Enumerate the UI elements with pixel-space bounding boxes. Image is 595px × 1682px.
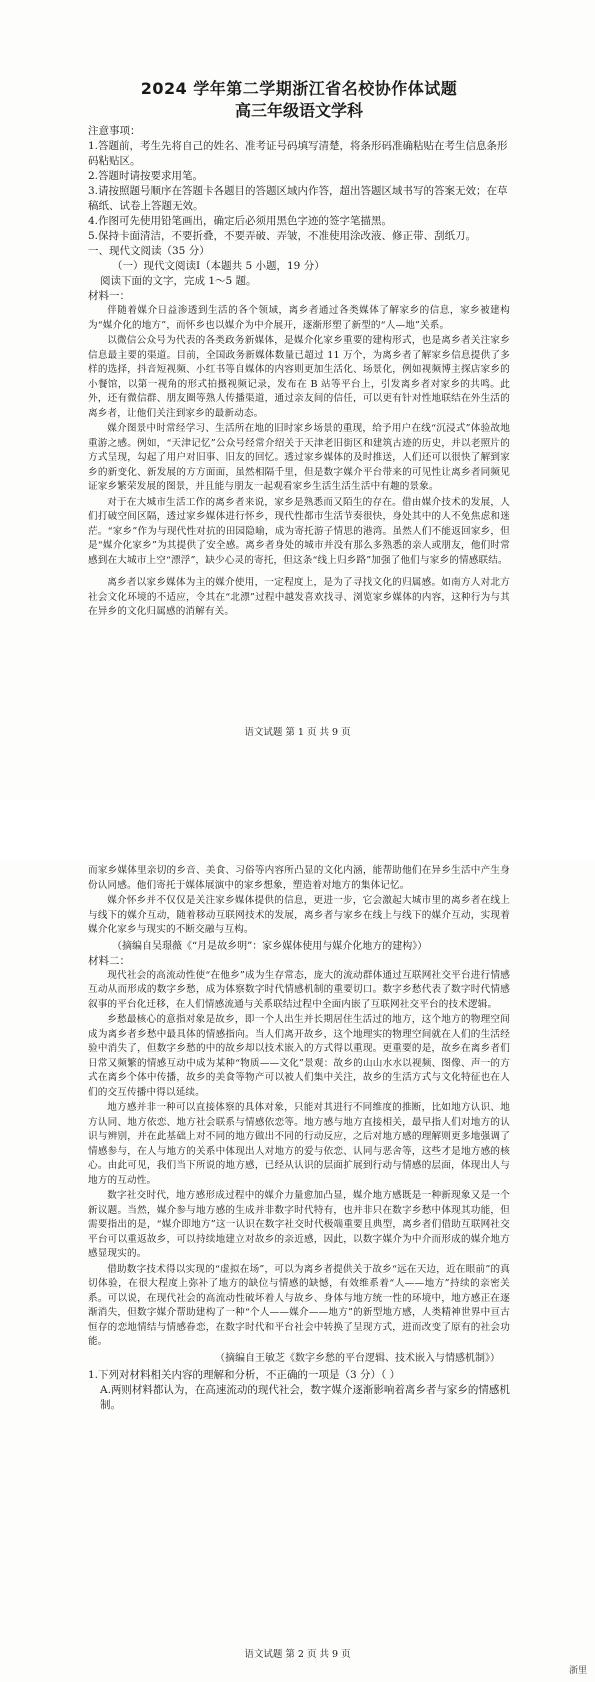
exam-page-1 <box>0 0 595 800</box>
body-paragraph: 以微信公众号为代表的各类政务新媒体，是媒介化家乡重要的建构形式，也是离乡者关注家乡信息最主要的渠道。目前，全国政务新媒体数量已超过 11 万个，为离乡者了解家乡信息提供了多样的选择，抖音短视频、小红书等自媒体的内容则更加生活化、场景化，例如视频博主探店家乡的小餐馆，以第一视角的形式拍摄视频记录，发布在 B 站等平台上，引发离乡者对家乡的共鸣。此外，还有微信群、朋友圈等熟人传播渠道，通过亲友间的信任，可以更有针对性地联结在外生活的离乡者，让他们关注到家乡的最新动态。 <box>88 335 510 419</box>
material-two-label: 材料二： <box>88 954 130 967</box>
body-paragraph: 媒介图景中时常经学习、生活所在地的旧时家乡场景的重现，给予用户在线“沉浸式”体验故地重游之感。例如，“天津记忆”公众号经常介绍关于天津老旧街区和建筑古迹的历史，并以老照片的方式呈现，勾起了用户对旧事、旧友的回忆。透过家乡媒体的及时推送，人们还可以很快了解到家乡的新变化、新发展的方方面面，虽然相隔千里，但是数字媒介平台带来的可见性让离乡者同频见证家乡繁荣发展的图景，并且能与朋友一起观看家乡生活生活生活中有趣的景象。 <box>88 423 510 492</box>
subsection-heading: （一）现代文阅读Ⅰ（本题共 5 小题，19 分） <box>112 260 325 272</box>
note-item: 2.答题时请按要求用笔。 <box>88 170 204 182</box>
exam-page-2 <box>0 860 595 1682</box>
note-item: 3.请按照题号顺序在答题卡各题目的答题区域内作答，超出答题区域书写的答案无效；在草稿纸、试卷上答题无效。 <box>88 185 508 212</box>
option-a: A.两则材料都认为，在高速流动的现代社会，数字媒介逐渐影响着离乡者与家乡的情感机制。 <box>100 1383 510 1411</box>
source-citation: （摘编自王敏芝《数字乡愁的平台逻辑、技术嵌入与情感机制》） <box>215 1352 500 1364</box>
note-item: 1.答题前，考生先将自己的姓名、准考证号码填写清楚，将条形码准确粘贴在考生信息条形码粘贴区。 <box>88 140 508 167</box>
body-paragraph: 媒介怀乡并不仅仅是关注家乡媒体提供的信息，更进一步，它会激起大城市里的离乡者在线上与线下的媒介互动，随着移动互联网技术的发展，离乡者与家乡在线上与线下的媒介互动，实现着媒介化家乡与现实的不断交融与互构。 <box>88 895 510 935</box>
page-footer: 语文试题 第 1 页 共 9 页 <box>244 727 351 738</box>
body-paragraph: 离乡者以家乡媒体为主的媒介使用，一定程度上，是为了寻找文化的归属感。如南方人对北方社会文化环境的不适应，令其在“北漂”过程中越发喜欢找寻、浏览家乡媒体的内容，这种行为与其在异乡的文化归属感的消解有关。 <box>88 577 510 617</box>
exam-subtitle: 高三年级语文学科 <box>234 101 363 120</box>
body-paragraph: 而家乡媒体里亲切的乡音、美食、习俗等内容所凸显的文化内涵，能帮助他们在异乡生活中产生身份认同感。他们寄托于媒体展演中的家乡想象，塑造着对地方的集体记忆。 <box>88 865 510 891</box>
page-gap <box>0 800 595 860</box>
notes-heading: 注意事项： <box>88 125 141 137</box>
body-paragraph: 伴随着媒介日益渗透到生活的各个领域，离乡者通过各类媒体了解家乡的信息，家乡被建构为“媒介化的地方”，而怀乡也以媒介为中介展开，逐渐形塑了新型的“人—地”关系。 <box>88 305 510 331</box>
body-paragraph: 乡愁最核心的意指对象是故乡，即一个人出生并长期居住生活过的地方，这个地方的物理空间成为离乡者乡愁中最具体的情感指向。当人们离开故乡，这个地理实的物理空间就在人们的生活经验中消失了，但数字乡愁的中的故乡却以技术嵌入的方式得以重现。更重要的是，故乡在离乡者们日常又频繁的情感互动中成为某种“物质——文化”景观：故乡的山山水水以视频、图像、声一的方式在离乡个体中传播，故乡的美食等物产可以被人们集中关注，故乡的生活方式与文化特征也在人们的交互传播中得以延续。 <box>88 1014 510 1098</box>
exam-title: 2024 学年第二学期浙江省名校协作体试题 <box>140 79 458 98</box>
reading-instruction: 阅读下面的文字，完成 1～5 题。 <box>100 275 257 287</box>
corner-watermark: 浙里 <box>568 1666 587 1676</box>
note-item: 4.作图可先使用铅笔画出，确定后必须用黑色字迹的签字笔描黑。 <box>88 215 393 227</box>
page2-content <box>88 864 510 1413</box>
body-paragraph: 对于在大城市生活工作的离乡者来说，家乡是熟悉而又陌生的存在。借由媒介技术的发展，人们打破空间区隔，透过家乡媒体进行怀乡，现代性都市生活节奏很快，身处其中的人不免焦虑和迷茫。“家乡”作为与现代性对抗的田园隐喻，成为寄托游子情思的港湾。虽然人们不能返回家乡，但是“媒介化家乡”为其提供了安全感。离乡者身处的城市并没有那么多熟悉的亲人或朋友，他们时常感到在大城市上空“漂浮”，缺少心灵的寄托，但这条“线上归乡路”加强了他们与家乡的情感联结。 <box>88 496 510 566</box>
material-one-label: 材料一： <box>88 290 130 302</box>
page-footer: 语文试题 第 2 页 共 9 页 <box>244 1649 351 1660</box>
notes-block <box>88 124 510 244</box>
body-paragraph: 借助数字技术得以实现的“虚拟在场”，可以为离乡者提供关于故乡“远在天边，近在眼前”的真切体验，在很大程度上弥补了地方的缺位与情感的缺憾，有效维系着“人——地方”持续的亲密关系。可以说，在现代社会的高流动性破坏着人与故乡、身体与地方统一性的环境中，地方感正在逐渐消失，但数字媒介帮助建构了一种“个人——媒介——地方”的新型地方感，人类精神世界中亘古恒存的恋地情结与情感眷恋，在数字时代和平台社会中转换了呈现方式，进而改变了原有的社会功能。 <box>88 1263 510 1347</box>
body-paragraph: 数字社交时代，地方感形成过程中的媒介力量愈加凸显，媒介地方感既是一种新现象又是一个新议题。当然，媒介参与地方感的生成并非数字时代特有，也并非只在数字乡愁中体现其功能，但需要指出的是，“媒介即地方”这一认识在数字社交时代极端重要且典型，离乡者们借助互联网社交平台可以重返故乡，可以持续地建立对故乡的亲近感，因此，以数字媒介为中介而形成的媒介地方感显现实的。 <box>88 1190 510 1259</box>
body-paragraph: 地方感并非一种可以直接体察的具体对象，只能对其进行不同维度的推断，比如地方认识、地方认同、地方依恋、地方社会联系与情感依恋等。地方感与地方直接相关，最早指人们对地方的认识与辨别，并在此基础上对不同的地方做出不同的行动反应，之后对地方感的理解则更多地强调了情感参与，在人与地方的关系中体现出人对地方的爱与依恋、认同与恶舍等，这些才是地方感的核心。由此可见，我们当下所说的地方感，已经从认识的层面扩展到行动与情感的层面，体现出人与地方的互动性。 <box>88 1102 510 1186</box>
page1-content <box>88 78 510 621</box>
source-citation: （摘编自吴璟薇《“月是故乡明”：家乡媒体使用与媒介化地方的建构》） <box>112 940 428 952</box>
section-heading: 一、现代文阅读（35 分） <box>88 245 210 257</box>
note-item: 5.保持卡面清洁，不要折叠，不要弄破、弄皱，不准使用涂改液、修正带、刮纸刀。 <box>88 230 477 242</box>
body-paragraph: 现代社会的高流动性使“在他乡”成为生存常态，庞大的流动群体通过互联网社交平台进行情感互动从而形成的数字乡愁，成为体察数字时代情感机制的重要切口。数字乡愁代表了数字时代情感叙事的平台化迁移，在人们情感流通与关系联结过程中全面内嵌了互联网社交平台的技术逻辑。 <box>88 969 510 1010</box>
question-1: 1.下列对材料相关内容的理解和分析，不正确的一项是（3 分）（ ） <box>88 1368 401 1381</box>
